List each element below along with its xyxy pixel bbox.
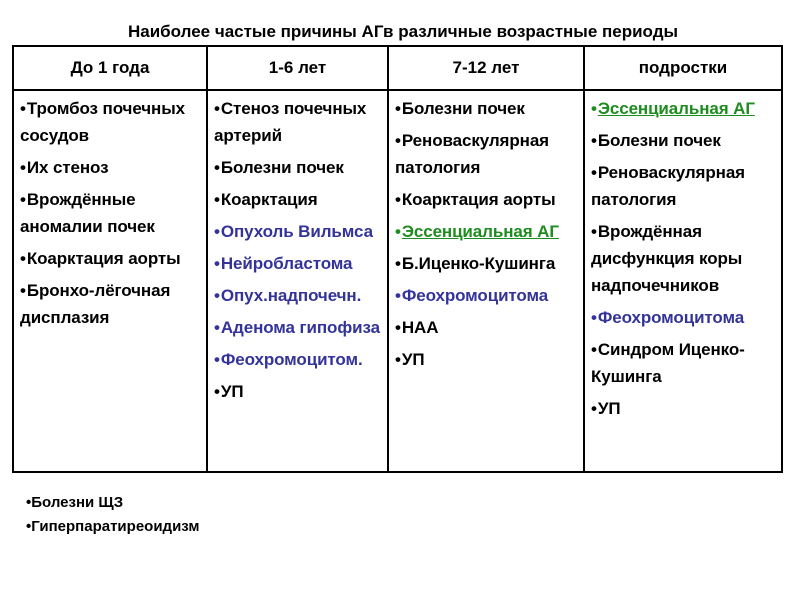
- bullet: •: [26, 494, 32, 511]
- table-row: [13, 90, 782, 472]
- list-item-text: Их стеноз: [26, 158, 109, 177]
- list-item-text: УП: [597, 399, 621, 418]
- bullet: •: [20, 281, 26, 300]
- list-item: [214, 282, 381, 309]
- bullet: •: [395, 350, 401, 369]
- list-item-text: Врождённая дисфункция коры надпочечников: [591, 222, 743, 295]
- list-item-text: Тромбоз почечных сосудов: [20, 99, 185, 145]
- list-item: [214, 250, 381, 277]
- list-item: [591, 159, 775, 213]
- list-item-text: УП: [401, 350, 425, 369]
- list-item: [214, 218, 381, 245]
- list-item-text: Аденома гипофиза: [220, 318, 380, 337]
- bullet: •: [214, 254, 220, 273]
- list-item-text: УП: [220, 382, 244, 401]
- page-title: Наиболее частые причины АГв различные возрастные периоды: [127, 22, 679, 41]
- list-item: [591, 395, 775, 422]
- list-item-text: Эссенциальная АГ: [401, 222, 559, 241]
- list-item: [395, 95, 577, 122]
- list-item: [214, 378, 381, 405]
- bullet: •: [591, 99, 597, 118]
- bullet: •: [395, 99, 401, 118]
- column-adolescents: [584, 90, 782, 472]
- list-item: [395, 127, 577, 181]
- causes-table: [12, 45, 783, 473]
- list-item-text: Реноваскулярная патология: [395, 131, 550, 177]
- header-adolescents: подростки: [584, 46, 782, 90]
- list-item: [591, 218, 775, 299]
- table-header-row: [13, 46, 782, 90]
- bullet: •: [395, 190, 401, 209]
- bullet: •: [20, 249, 26, 268]
- bullet: •: [395, 222, 401, 241]
- bullet: •: [214, 190, 220, 209]
- header-7-12-years: 7-12 лет: [388, 46, 584, 90]
- list-item: [395, 250, 577, 277]
- list-item-text: Коарктация: [220, 190, 318, 209]
- list-item: [395, 186, 577, 213]
- list-item: [214, 186, 381, 213]
- bullet: •: [591, 308, 597, 327]
- list-item: [395, 314, 577, 341]
- column-under-1-year: [13, 90, 207, 472]
- bullet: •: [214, 350, 220, 369]
- list-item: [20, 95, 200, 149]
- list-item-text: Феохромоцитома: [401, 286, 549, 305]
- bullet: •: [214, 318, 220, 337]
- list-item-text: Б.Иценко-Кушинга: [401, 254, 556, 273]
- bullet: •: [591, 340, 597, 359]
- list-item-text: Болезни почек: [220, 158, 344, 177]
- list-item: [395, 346, 577, 373]
- bullet: •: [20, 158, 26, 177]
- list-item-text: Бронхо-лёгочная дисплазия: [20, 281, 171, 327]
- additional-causes-list: [26, 491, 199, 539]
- header-1-6-years: 1-6 лет: [207, 46, 388, 90]
- list-item-text: Синдром Иценко-Кушинга: [591, 340, 745, 386]
- bullet: •: [395, 318, 401, 337]
- bullet: •: [395, 286, 401, 305]
- bullet: •: [591, 163, 597, 182]
- list-item-text: Коарктация аорты: [401, 190, 556, 209]
- list-item-text: Болезни почек: [597, 131, 721, 150]
- list-item: [20, 277, 200, 331]
- bullet: •: [591, 131, 597, 150]
- list-item-text: НАА: [401, 318, 439, 337]
- bullet: •: [591, 222, 597, 241]
- bullet: •: [214, 99, 220, 118]
- list-item-text: Болезни почек: [401, 99, 525, 118]
- list-item: •Гиперпаратиреоидизм: [26, 518, 200, 535]
- bullet: •: [26, 518, 32, 535]
- list-item: [20, 245, 200, 272]
- list-item-text: Реноваскулярная патология: [591, 163, 746, 209]
- bullet: •: [20, 99, 26, 118]
- bullet: •: [20, 190, 26, 209]
- column-7-12-years: [388, 90, 584, 472]
- bullet: •: [395, 254, 401, 273]
- bullet: •: [591, 399, 597, 418]
- list-item: [20, 154, 200, 181]
- list-item: [591, 336, 775, 390]
- list-item: [591, 127, 775, 154]
- list-item: •Болезни ЩЗ: [26, 494, 124, 511]
- bullet: •: [395, 131, 401, 150]
- list-item-text: Феохромоцитома: [597, 308, 745, 327]
- list-item-text: Нейробластома: [220, 254, 353, 273]
- list-item: [214, 346, 381, 373]
- list-item: [591, 304, 775, 331]
- list-item: [214, 314, 381, 341]
- bullet: •: [214, 286, 220, 305]
- list-item: [591, 95, 775, 122]
- list-item-text: Коарктация аорты: [26, 249, 181, 268]
- list-item-text: Опух.надпочечн.: [220, 286, 362, 305]
- bullet: •: [214, 382, 220, 401]
- list-item: [20, 186, 200, 240]
- list-item-text: Феохромоцитом.: [220, 350, 363, 369]
- list-item: [214, 95, 381, 149]
- list-item-text: Опухоль Вильмса: [220, 222, 373, 241]
- bullet: •: [214, 158, 220, 177]
- list-item-text: Стеноз почечных артерий: [214, 99, 367, 145]
- list-item: [395, 218, 577, 245]
- list-item: [395, 282, 577, 309]
- header-under-1-year: До 1 года: [13, 46, 207, 90]
- list-item-text: Врождённые аномалии почек: [20, 190, 155, 236]
- column-1-6-years: [207, 90, 388, 472]
- list-item-text: Эссенциальная АГ: [597, 99, 755, 118]
- list-item: [214, 154, 381, 181]
- bullet: •: [214, 222, 220, 241]
